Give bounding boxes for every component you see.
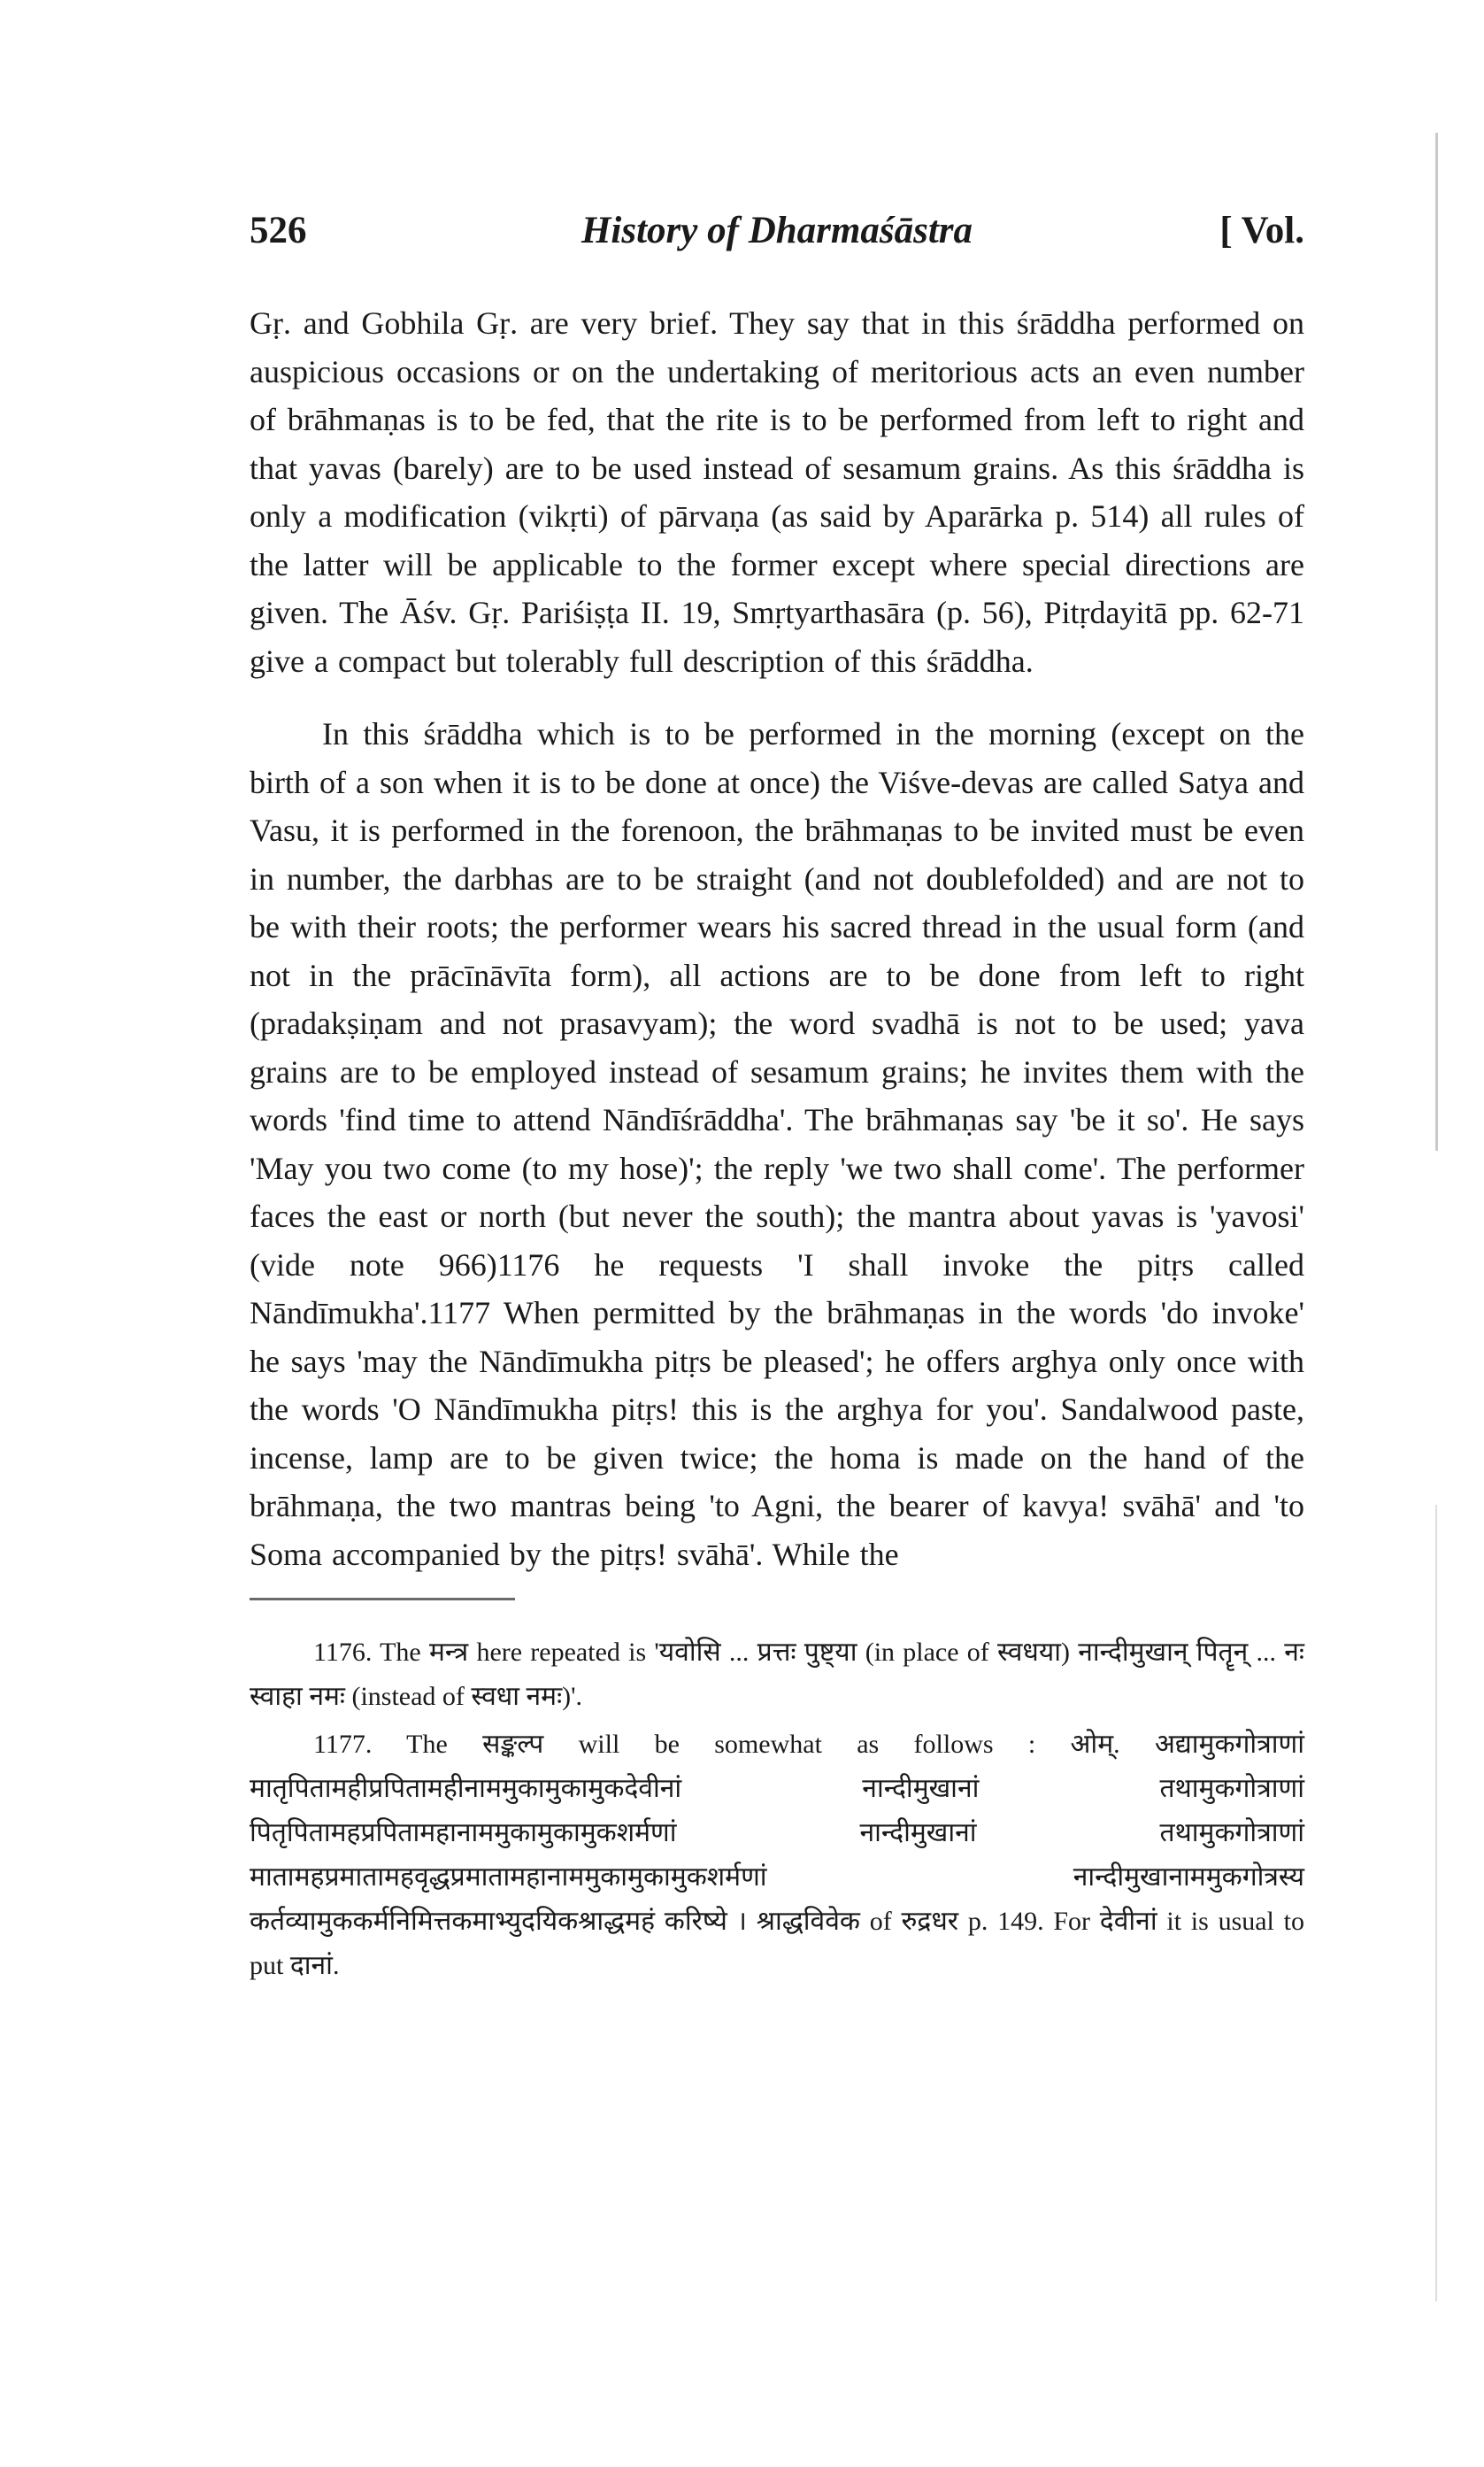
paragraph: In this śrāddha which is to be performed in the morning (except on the birth of a son when it is to be done at once) the Viśve-devas are called Satya and Vasu, it is performed in the forenoon, the brāhmaṇas to be invited must be even in number, the darbhas are to be straight (and not doublefolded) and are not to be with their roots; the performer wears his sacred thread in the usual form (and not in the prācīnāvīta form), all actions are to be done from left to right (pradakṣiṇam and not prasavyam); the word svadhā is not to be used; yava grains are to be employed instead of sesamum grains; he invites them with the words 'find time to attend Nāndīśrāddha'. The brāhmaṇas say 'be it so'. He says 'May you two come (to my hose)'; the reply 'we two shall come'. The performer faces the east or north (but never the south); the mantra about yavas is 'yavosi' (vide note 966)1176 he requests 'I shall invoke the pitṛs called Nāndīmukha'.1177 When permitted by the brāhmaṇas in the words 'do invoke' he says 'may the Nāndīmukha pitṛs be pleased'; he offers arghya only once with the words 'O Nāndīmukha pitṛs! this is the arghya for you'. Sandalwood paste, incense, lamp are to be given twice; the homa is made on the hand of the brāhmaṇa, the two mantras being 'to Agni, the bearer of kavya! svāhā' and 'to Soma accompanied by the pitṛs! svāhā'. While the: [250, 716, 1304, 1572]
body-text: [250, 299, 1304, 1578]
paragraph: Gṛ. and Gobhila Gṛ. are very brief. They say that in this śrāddha performed on auspicious occasions or on the undertaking of meritorious acts an even number of brāhmaṇas is to be fed, that the rite is to be performed from left to right and that yavas (barely) are to be used instead of sesamum grains. As this śrāddha is only a modification (vikṛti) of pārvaṇa (as said by Aparārka p. 514) all rules of the latter will be applicable to the former except where special directions are given. The Āśv. Gṛ. Pariśiṣṭa II. 19, Smṛtyarthasāra (p. 56), Pitṛdayitā pp. 62-71 give a compact but tolerably full description of this śrāddha.: [250, 305, 1304, 679]
footnotes: [250, 1631, 1304, 1988]
running-header: [250, 209, 1304, 262]
running-title: History of Dharmaśāstra: [581, 210, 973, 251]
page-number: 526: [250, 210, 307, 251]
scan-margin-line: [1435, 133, 1438, 1151]
document-page: [250, 209, 1304, 1988]
footnote: 1176. The मन्त्र here repeated is 'यवोसि ... प्रत्तः पुष्ट्या (in place of स्वधया) नान्दीमुखान् पितॄन् ... नः स्वाहा नमः (instead of स्वधा नमः)'.: [250, 1638, 1304, 1711]
footnote: 1177. The सङ्कल्प will be somewhat as follows : ओम्. अद्यामुकगोत्राणां मातृपितामहीप्रपितामहीनाममुकामुकामुकदेवीनां नान्दीमुखानां तथामुकगोत्राणां पितृपितामहप्रपितामहानाममुकामुकामुकशर्मणां नान्दीमुखानां तथामुकगोत्राणां मातामहप्रमातामहवृद्धप्रमातामहानाममुकामुकामुकशर्मणां नान्दीमुखानाममुकगोत्रस्य कर्तव्यामुककर्मनिमित्तकमाभ्युदयिकश्राद्धमहं करिष्ये । श्राद्धविवेक of रुद्रधर p. 149. For देवीनां it is usual to put दानां.: [250, 1730, 1304, 1980]
scan-margin-line: [1435, 1505, 1437, 2301]
volume-label: [ Vol.: [1219, 210, 1304, 251]
footnote-separator: [250, 1598, 515, 1609]
